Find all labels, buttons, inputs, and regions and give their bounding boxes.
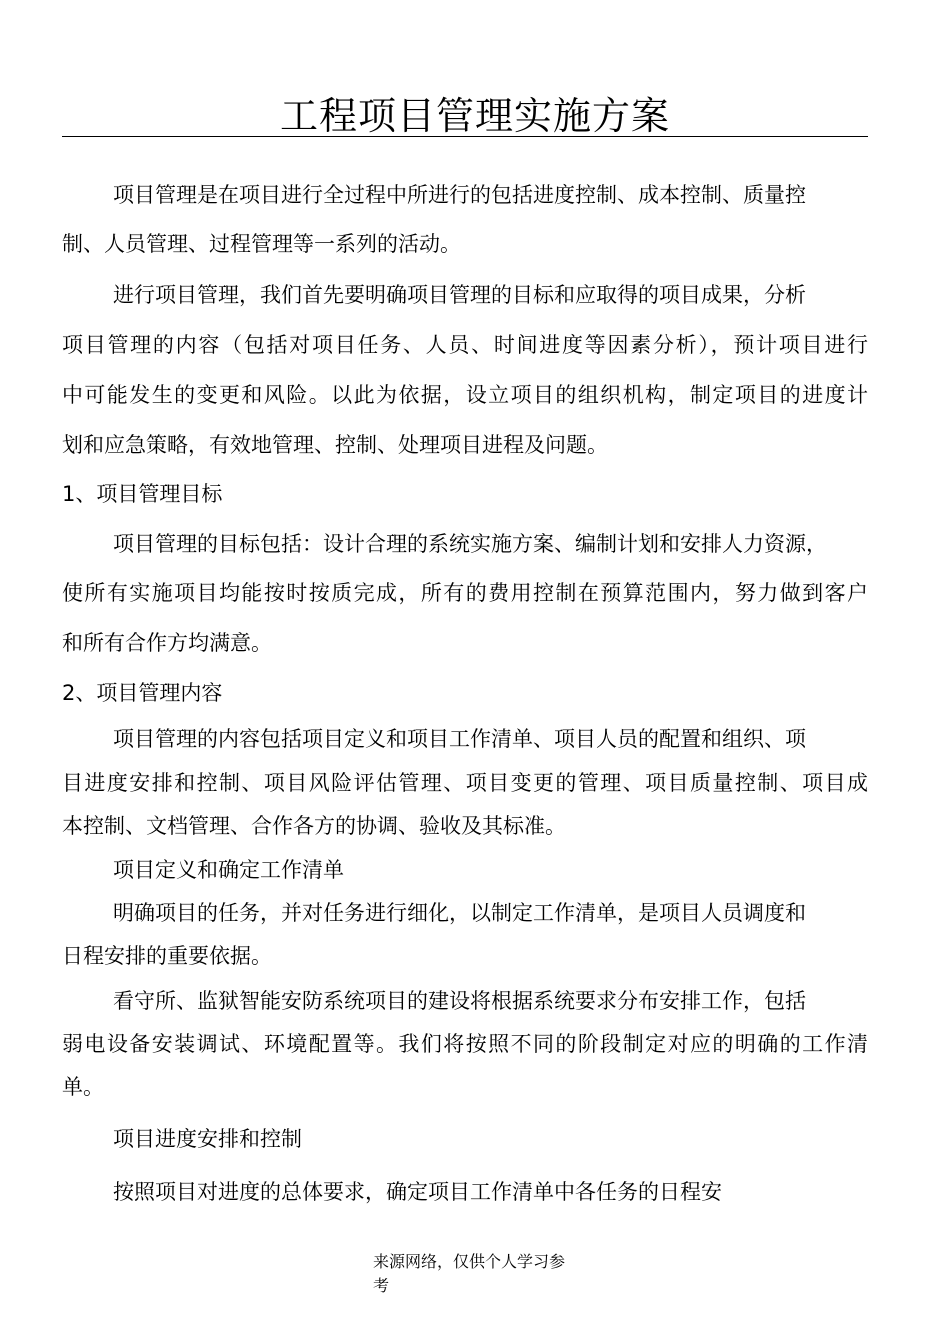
- paragraph-5-line-2: 日程安排的重要依据。: [62, 944, 272, 968]
- paragraph-4-line-3: 本控制、文档管理、合作各方的协调、验收及其标准。: [62, 814, 566, 838]
- paragraph-2-line-4: 划和应急策略，有效地管理、控制、处理项目进程及问题。: [62, 433, 608, 457]
- paragraph-3-line-3: 和所有合作方均满意。: [62, 631, 272, 655]
- paragraph-3-line-2: 使所有实施项目均能按时按质完成，所有的费用控制在预算范围内，努力做到客户: [62, 581, 868, 605]
- paragraph-1-line-1: 项目管理是在项目进行全过程中所进行的包括进度控制、成本控制、质量控: [113, 183, 806, 207]
- document-title: 工程项目管理实施方案: [279, 94, 670, 138]
- footer-line-1: 来源网络，仅供个人学习参: [373, 1252, 566, 1271]
- paragraph-2-line-3: 中可能发生的变更和风险。以此为依据，设立项目的组织机构，制定项目的进度计: [62, 383, 868, 407]
- sub-heading-1: 项目定义和确定工作清单: [113, 858, 344, 882]
- sub-heading-2: 项目进度安排和控制: [113, 1127, 302, 1151]
- section-heading-1: 1、项目管理目标: [62, 482, 223, 506]
- paragraph-6-line-1: 看守所、监狱智能安防系统项目的建设将根据系统要求分布安排工作，包括: [113, 989, 806, 1013]
- paragraph-3-line-1: 项目管理的目标包括：设计合理的系统实施方案、编制计划和安排人力资源，: [113, 532, 827, 556]
- paragraph-7-line-1: 按照项目对进度的总体要求，确定项目工作清单中各任务的日程安: [113, 1180, 722, 1204]
- paragraph-6-line-2: 弱电设备安装调试、环境配置等。我们将按照不同的阶段制定对应的明确的工作清: [62, 1032, 868, 1056]
- paragraph-4-line-2: 目进度安排和控制、项目风险评估管理、项目变更的管理、项目质量控制、项目成: [62, 771, 868, 795]
- paragraph-6-line-3: 单。: [62, 1075, 104, 1099]
- footer-line-2: 考: [373, 1276, 390, 1295]
- title-underline: [62, 136, 868, 137]
- source-footer: [373, 1250, 565, 1298]
- paragraph-2-line-1: 进行项目管理，我们首先要明确项目管理的目标和应取得的项目成果，分析: [113, 283, 806, 307]
- paragraph-1-line-2: 制、人员管理、过程管理等一系列的活动。: [62, 232, 461, 256]
- paragraph-5-line-1: 明确项目的任务，并对任务进行细化，以制定工作清单，是项目人员调度和: [113, 901, 806, 925]
- paragraph-2-line-2: 项目管理的内容（包括对项目任务、人员、时间进度等因素分析），预计项目进行: [62, 333, 868, 357]
- paragraph-4-line-1: 项目管理的内容包括项目定义和项目工作清单、项目人员的配置和组织、项: [113, 727, 806, 751]
- section-heading-2: 2、项目管理内容: [62, 681, 223, 705]
